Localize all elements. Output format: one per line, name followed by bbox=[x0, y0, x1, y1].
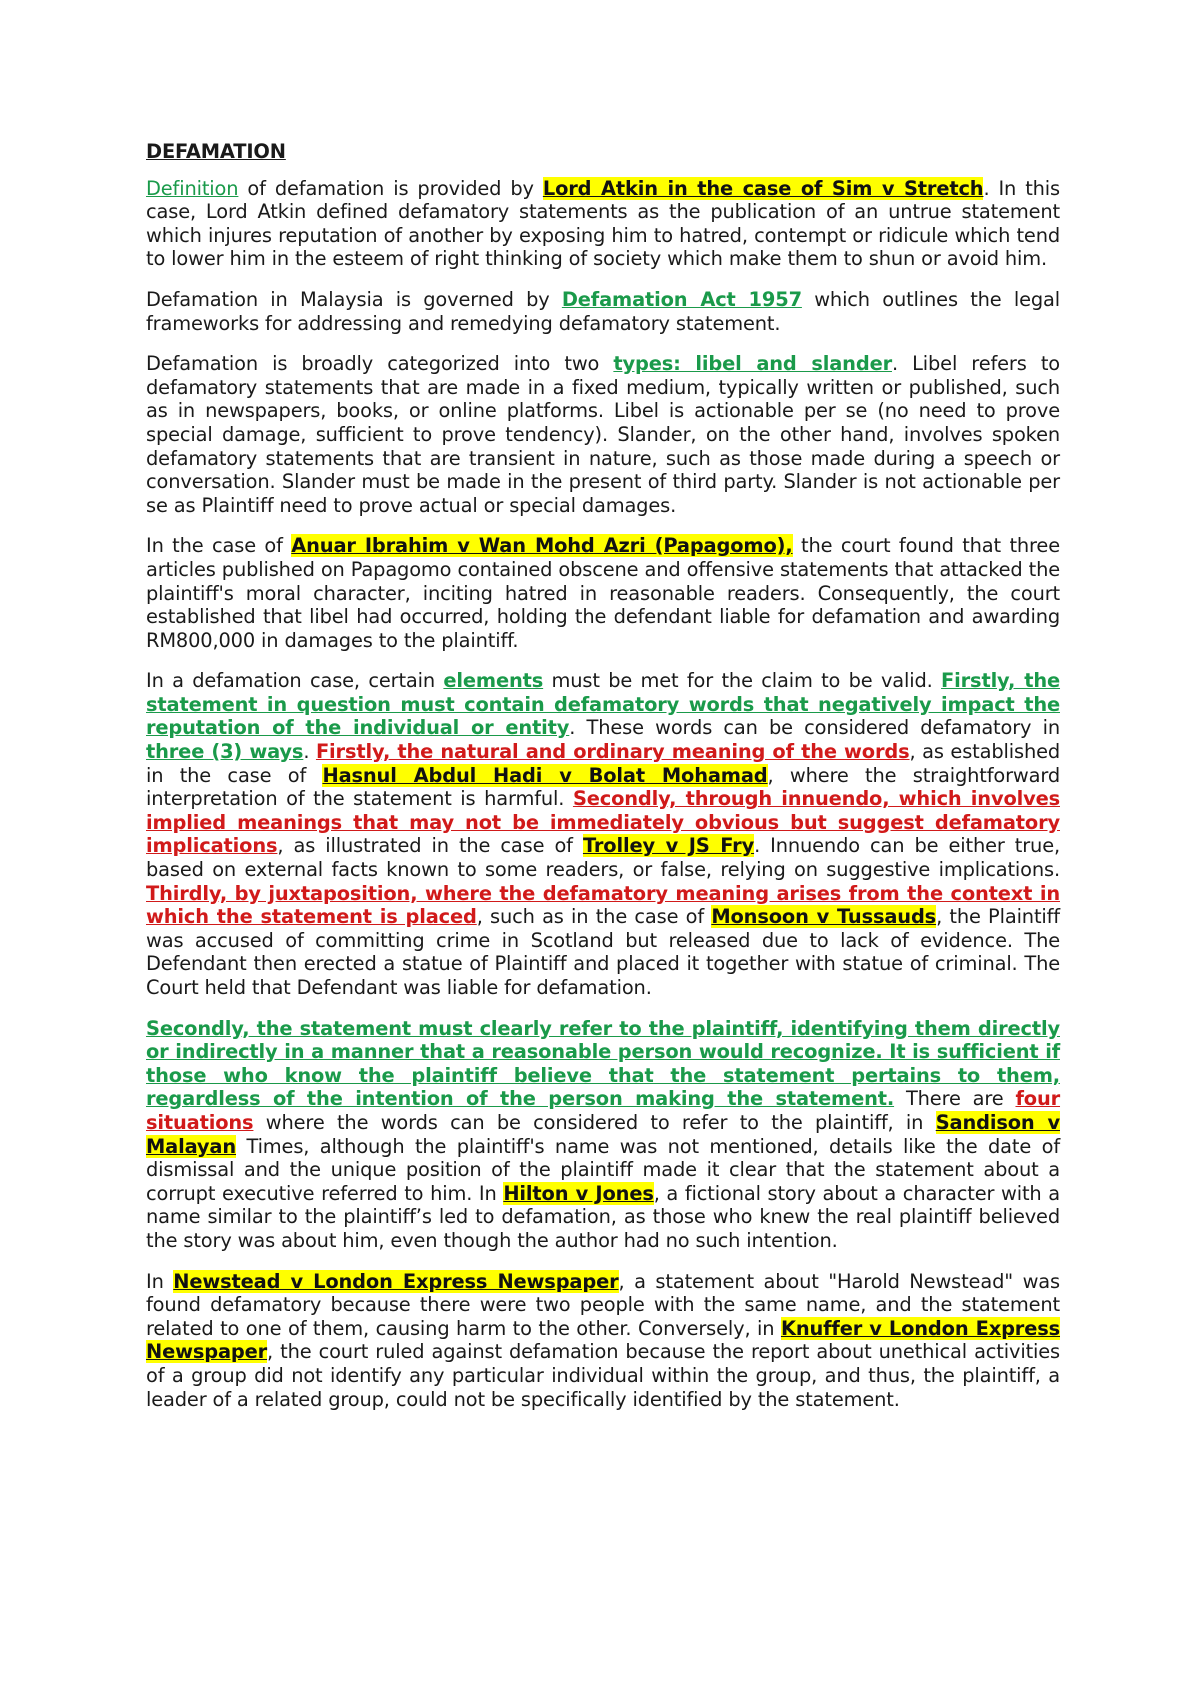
text: which outlines the legal frameworks for addressing and remedying defamatory statement. bbox=[146, 287, 1060, 335]
paragraph-papagomo-case bbox=[146, 534, 1060, 652]
case-citation: Lord Atkin in the case of Sim v Stretch bbox=[542, 176, 984, 200]
element-first: Firstly, the statement in question must contain defamatory words that negatively impact the reputation of the individual or entity bbox=[146, 669, 1061, 740]
text: . Innuendo can be either true, based on external facts known to some readers, or false, relying on suggestive implications. bbox=[146, 834, 1060, 882]
text: Times, although the plaintiff's name was not mentioned, details like the date of dismissal and the unique position of the plaintiff made it clear that the statement about a corrupt executive referred to him. In bbox=[146, 1134, 1060, 1205]
case-citation: Knuffer v London Express Newspaper bbox=[146, 1316, 1060, 1364]
text: , as established in the case of bbox=[146, 740, 1061, 787]
text: In a defamation case, certain bbox=[146, 669, 444, 693]
way-juxtaposition: Thirdly, by juxtaposition, where the defamatory meaning arises from the context in which the statement is placed bbox=[146, 881, 1060, 929]
term-definition: Definition bbox=[146, 176, 239, 200]
text: . bbox=[303, 740, 316, 764]
text: . Libel refers to defamatory statements that are made in a fixed medium, typically written or published, such as in newspapers, books, or online platforms. Libel is actionable per se (no need to prove special damage, sufficient to prove tendency). Slander, on the other hand, involves spoken defamatory statements that are transient in nature, such as those made during a speech or conversation. Slander must be made in the present of third party. Slander is not actionable per se as Plaintiff need to prove actual or special damages. bbox=[146, 352, 1060, 517]
term-types: types: libel and slander bbox=[613, 352, 892, 376]
case-citation: Trolley v JS Fry bbox=[582, 834, 755, 858]
term-four-situations: four situations bbox=[146, 1087, 1061, 1134]
text: , as illustrated in the case of bbox=[277, 834, 583, 858]
text: . In this case, Lord Atkin defined defamatory statements as the publication of an untrue statement which injures reputation of another by exposing him to hatred, contempt or ridicule which tend to lower him in the esteem of right thinking of society which make them to shun or avoid him. bbox=[146, 176, 1060, 271]
text: In the case of bbox=[146, 534, 292, 558]
case-citation: Monsoon v Tussauds bbox=[711, 905, 937, 929]
text: the court found that three articles published on Papagomo contained obscene and offensive statements that attacked the plaintiff's moral character, inciting hatred in reasonable readers. Consequently, the court established that libel had occurred, holding the defendant liable for defamation and awarding RM800,000 in damages to the plaintiff. bbox=[146, 534, 1060, 652]
text: , where the straightforward interpretation of the statement is harmful. bbox=[146, 763, 1060, 811]
paragraph-governing-law bbox=[146, 288, 1060, 335]
statute-reference: Defamation Act 1957 bbox=[561, 287, 802, 311]
text: In bbox=[146, 1269, 174, 1293]
text: where the words can be considered to refer to the plaintiff, in bbox=[253, 1110, 936, 1134]
paragraph-newstead-knuffer bbox=[146, 1270, 1060, 1412]
text: of defamation is provided by bbox=[238, 176, 543, 200]
text: , a fictional story about a character with a name similar to the plaintiff’s led to defamation, as those who knew the real plaintiff believed the story was about him, even though the author had no such intention. bbox=[146, 1181, 1060, 1252]
text: , such as in the case of bbox=[476, 905, 712, 929]
text: , the court ruled against defamation because the report about unethical activities of a group did not identify any particular individual within the group, and thus, the plaintiff, a leader of a related group, could not be specifically identified by the statement. bbox=[146, 1340, 1060, 1411]
case-citation: Hasnul Abdul Hadi v Bolat Mohamad bbox=[322, 763, 768, 787]
text: Defamation in Malaysia is governed by bbox=[146, 287, 562, 311]
element-second: Secondly, the statement must clearly refer to the plaintiff, identifying them directly or indirectly in a manner that a reasonable person would recognize. It is sufficient if those who know the plaintiff believe that the statement pertains to them, regardless of the intention of the person making the statement. bbox=[146, 1016, 1060, 1111]
document-page bbox=[146, 140, 1060, 1428]
text: There are bbox=[894, 1087, 1016, 1111]
document-title: DEFAMATION bbox=[146, 140, 286, 163]
case-citation: Newstead v London Express Newspaper bbox=[173, 1269, 619, 1293]
text: . These words can be considered defamatory in bbox=[569, 716, 1060, 740]
paragraph-definition bbox=[146, 177, 1060, 271]
text: Defamation is broadly categorized into two bbox=[146, 352, 614, 376]
paragraph-elements bbox=[146, 669, 1060, 999]
case-citation: Sandison v Malayan bbox=[146, 1110, 1060, 1158]
text: , a statement about "Harold Newstead" was found defamatory because there were two people with the same name, and the statement related to one of them, causing harm to the other. Conversely, in bbox=[146, 1269, 1060, 1340]
text: must be met for the claim to be valid. bbox=[543, 669, 942, 693]
case-citation: Anuar Ibrahim v Wan Mohd Azri (Papagomo), bbox=[291, 534, 793, 558]
text: , the Plaintiff was accused of committing crime in Scotland but released due to lack of evidence. The Defendant then erected a statue of Plaintiff and placed it together with statue of criminal. The Court held that Defendant was liable for defamation. bbox=[146, 905, 1060, 999]
paragraph-types bbox=[146, 352, 1060, 517]
way-natural-meaning: Firstly, the natural and ordinary meaning of the words bbox=[315, 740, 910, 764]
term-elements: elements bbox=[443, 669, 544, 693]
paragraph-reference-to-plaintiff bbox=[146, 1017, 1060, 1253]
way-innuendo: Secondly, through innuendo, which involves implied meanings that may not be immediately obvious but suggest defamatory implications bbox=[146, 787, 1060, 858]
term-three-ways: three (3) ways bbox=[146, 740, 304, 764]
case-citation: Hilton v Jones bbox=[503, 1181, 654, 1205]
